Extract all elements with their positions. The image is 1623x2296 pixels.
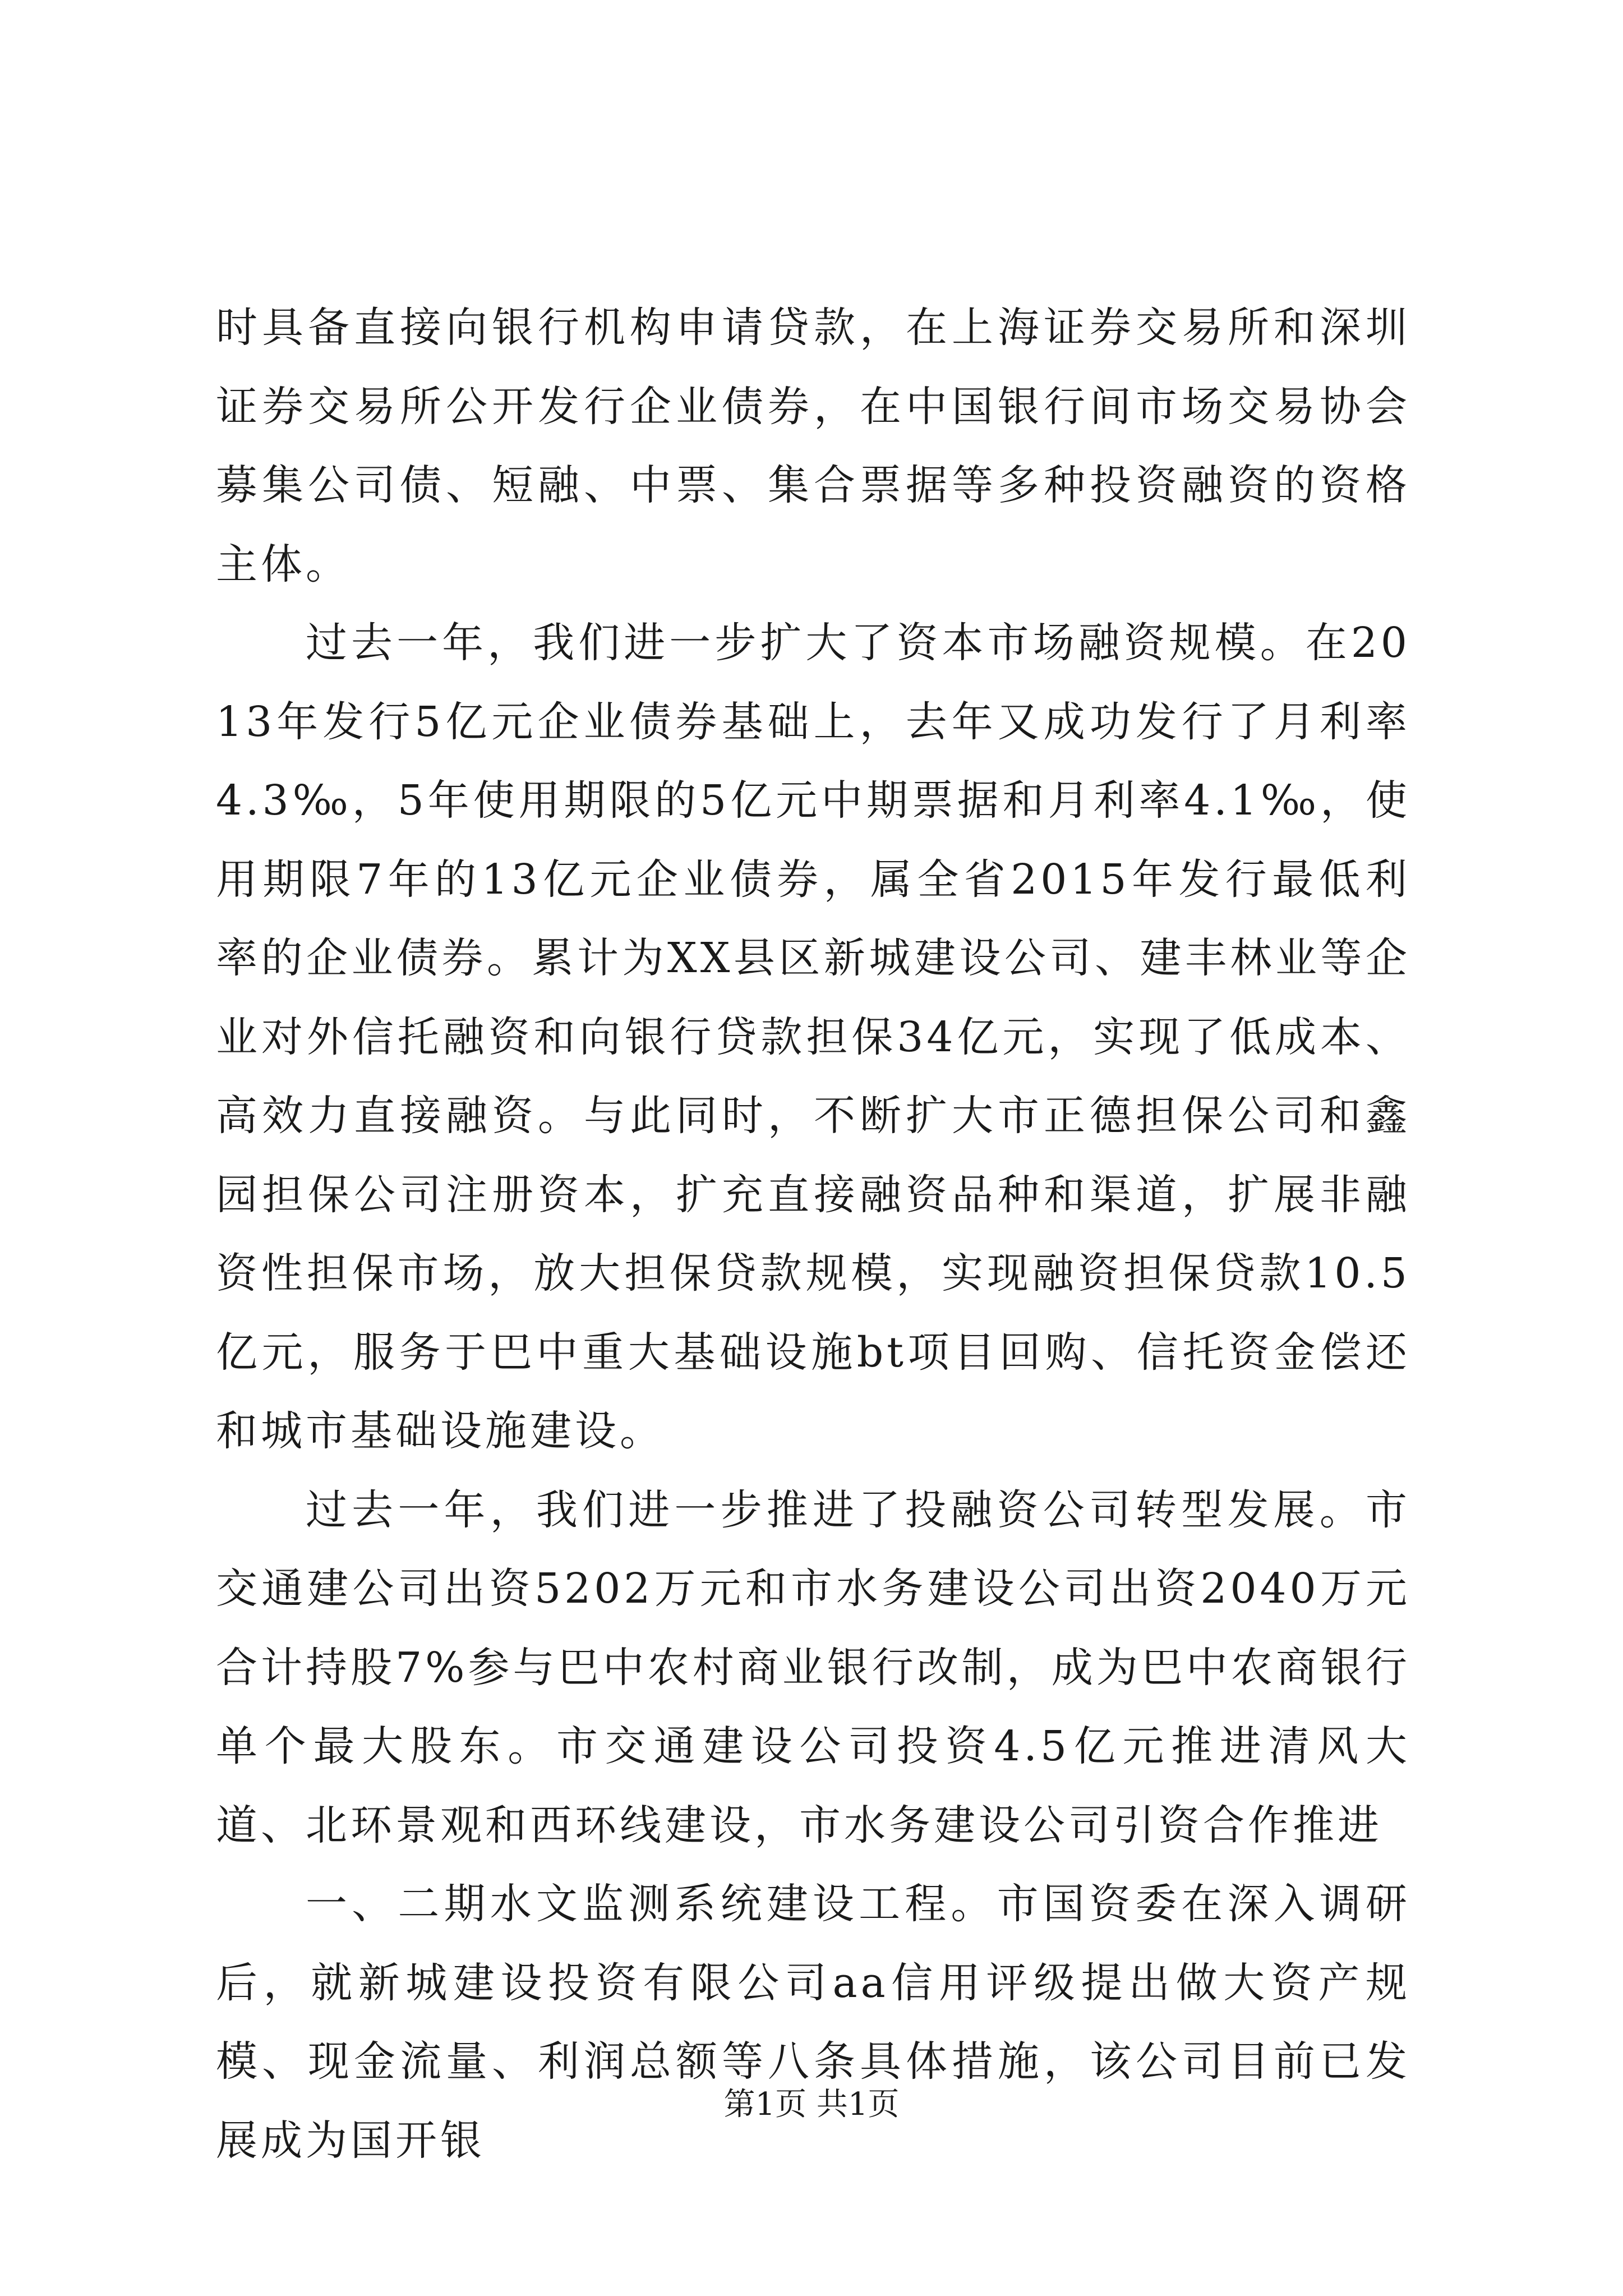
page-number-label: 第1页 共1页 [723,2086,900,2123]
page-footer [0,2082,1623,2127]
paragraph-4: 一、二期水文监测系统建设工程。市国资委在深入调研后，就新城建设投资有限公司aa信用评级提出做大资产规模、现金流量、利润总额等八条具体措施，该公司目前已发展成为国开银 [216,1880,1410,2165]
paragraph-2: 过去一年，我们进一步扩大了资本市场融资规模。在2013年发行5亿元企业债券基础上，去年又成功发行了月利率4.3‰，5年使用期限的5亿元中期票据和月利率4.1‰，使用期限7年的13亿元企业债券，属全省2015年发行最低利率的企业债券。累计为XX县区新城建设公司、建丰林业等企业对外信托融资和向银行贷款担保34亿元，实现了低成本、高效力直接融资。与此同时，不断扩大市正德担保公司和鑫园担保公司注册资本，扩充直接融资品种和渠道，扩展非融资性担保市场，放大担保贷款规模，实现融资担保贷款10.5亿元，服务于巴中重大基础设施bt项目回购、信托资金偿还和城市基础设施建设。 [216,619,1410,1455]
paragraph-1: 时具备直接向银行机构申请贷款，在上海证券交易所和深圳证券交易所公开发行企业债券，在中国银行间市场交易协会募集公司债、短融、中票、集合票据等多种投资融资的资格主体。 [216,303,1410,588]
paragraph-3: 过去一年，我们进一步推进了投融资公司转型发展。市交通建公司出资5202万元和市水务建设公司出资2040万元合计持股7%参与巴中农村商业银行改制，成为巴中农商银行单个最大股东。市交通建设公司投资4.5亿元推进清风大道、北环景观和西环线建设，市水务建设公司引资合作推进 [216,1485,1410,1849]
document-body [216,288,1410,2180]
